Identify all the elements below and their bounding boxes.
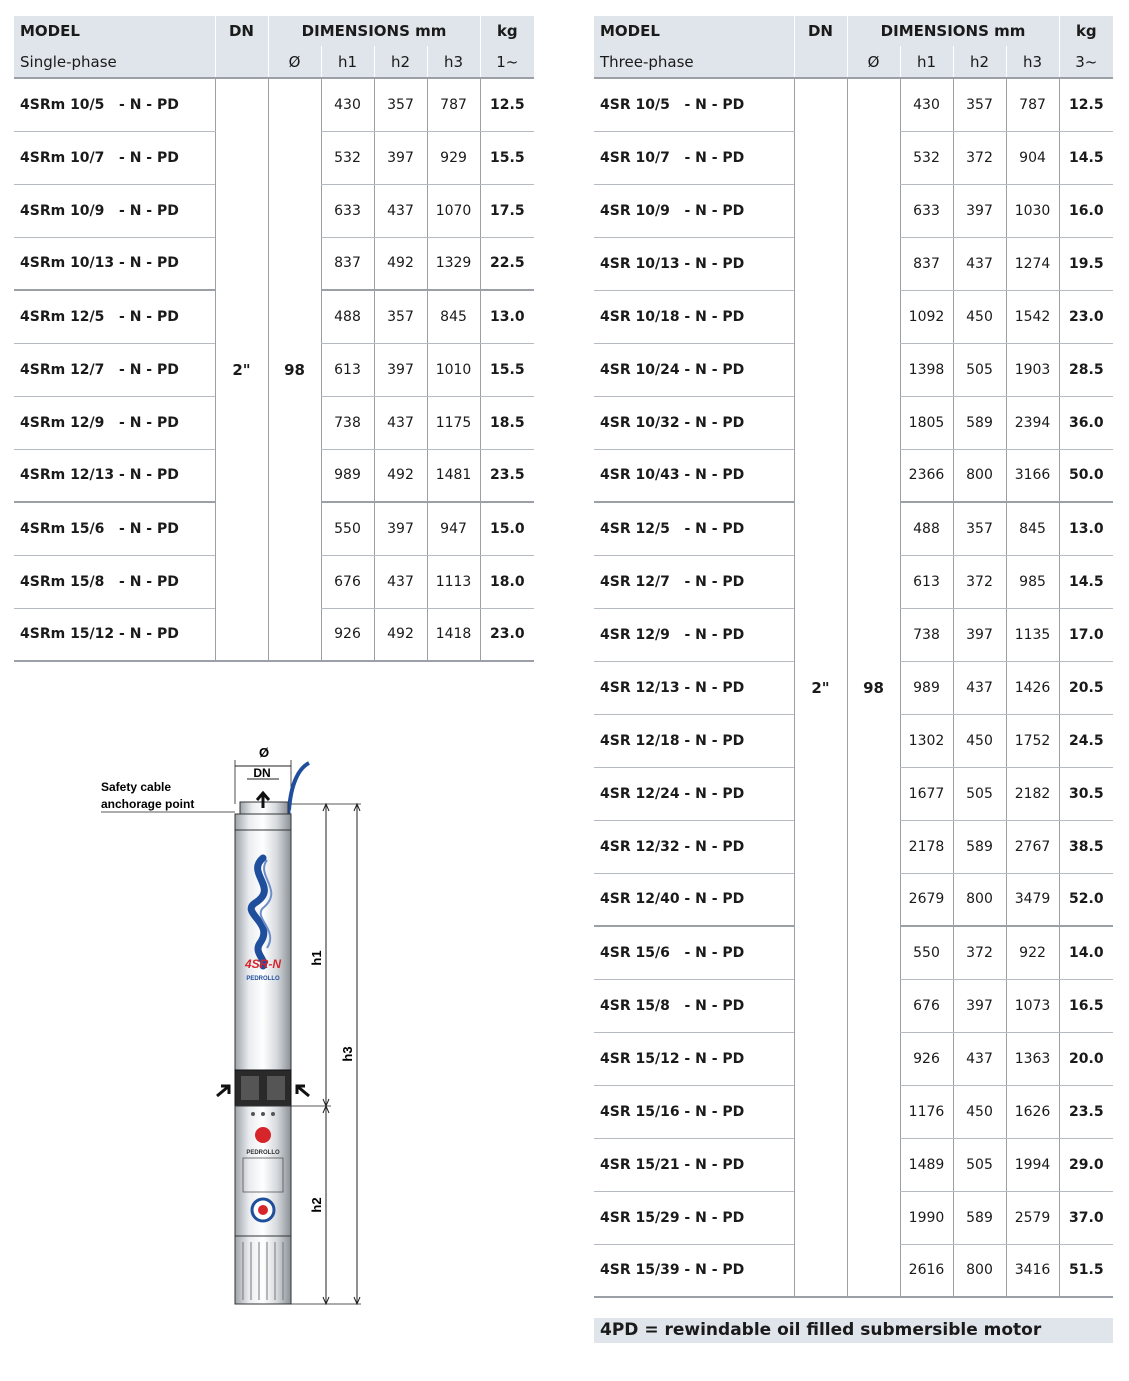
h2-cell: 397 (374, 502, 427, 555)
diameter-cell: 98 (268, 78, 321, 661)
h3-cell: 904 (1006, 131, 1059, 184)
model-cell: 4SR 12/9 - N - PD (594, 608, 794, 661)
header-h1: h1 (900, 46, 953, 78)
h1-cell: 1805 (900, 396, 953, 449)
intake-arrow-right-icon (297, 1086, 309, 1096)
h1-cell: 532 (900, 131, 953, 184)
kg-cell: 51.5 (1059, 1244, 1113, 1297)
model-cell: 4SR 12/5 - N - PD (594, 502, 794, 555)
kg-cell: 36.0 (1059, 396, 1113, 449)
h2-cell: 450 (953, 290, 1006, 343)
h2-cell: 492 (374, 449, 427, 502)
model-cell: 4SR 15/6 - N - PD (594, 926, 794, 979)
h3-cell: 3166 (1006, 449, 1059, 502)
h1-cell: 926 (321, 608, 374, 661)
h1-cell: 837 (321, 237, 374, 290)
h1-cell: 1092 (900, 290, 953, 343)
header-kg: kg (480, 16, 534, 46)
h2-cell: 450 (953, 1085, 1006, 1138)
motor-logo-label: PEDROLLO (246, 1150, 280, 1156)
kg-cell: 15.0 (480, 502, 534, 555)
header-dimensions: DIMENSIONS mm (268, 16, 480, 46)
logo-label: PEDROLLO (246, 976, 280, 982)
kg-cell: 19.5 (1059, 237, 1113, 290)
header-kg-unit: 1~ (480, 46, 534, 78)
motor-logo-icon (255, 1127, 271, 1143)
h1-cell: 532 (321, 131, 374, 184)
kg-cell: 17.0 (1059, 608, 1113, 661)
h3-cell: 2182 (1006, 767, 1059, 820)
h2-cell: 589 (953, 820, 1006, 873)
kg-cell: 30.5 (1059, 767, 1113, 820)
h3-cell: 2579 (1006, 1191, 1059, 1244)
h3-cell: 1329 (427, 237, 480, 290)
h1-cell: 2616 (900, 1244, 953, 1297)
h3-cell: 1542 (1006, 290, 1059, 343)
header-dn-blank (215, 46, 268, 78)
model-cell: 4SR 15/12 - N - PD (594, 1032, 794, 1085)
header-dn: DN (794, 16, 847, 46)
brand-label: 4SR-N (244, 957, 282, 971)
h3-cell: 845 (427, 290, 480, 343)
h1-cell: 550 (321, 502, 374, 555)
h2-cell: 800 (953, 1244, 1006, 1297)
model-cell: 4SR 12/18 - N - PD (594, 714, 794, 767)
h1-cell: 1302 (900, 714, 953, 767)
h1-cell: 633 (900, 184, 953, 237)
dn-cell: 2" (215, 78, 268, 661)
header-phase: Three-phase (594, 46, 794, 78)
model-cell: 4SRm 15/8 - N - PD (14, 555, 215, 608)
model-cell: 4SRm 10/9 - N - PD (14, 184, 215, 237)
kg-cell: 12.5 (1059, 78, 1113, 131)
h3-cell: 787 (427, 78, 480, 131)
h3-cell: 1113 (427, 555, 480, 608)
dn-cell: 2" (794, 78, 847, 1297)
screw-3 (271, 1112, 275, 1116)
kg-cell: 23.0 (1059, 290, 1113, 343)
h3-cell: 3416 (1006, 1244, 1059, 1297)
kg-cell: 18.5 (480, 396, 534, 449)
h2-cell: 437 (374, 555, 427, 608)
h2-cell: 372 (953, 555, 1006, 608)
h3-cell: 1481 (427, 449, 480, 502)
kg-cell: 12.5 (480, 78, 534, 131)
kg-cell: 50.0 (1059, 449, 1113, 502)
h1-cell: 738 (900, 608, 953, 661)
h3-cell: 2394 (1006, 396, 1059, 449)
h1-cell: 430 (900, 78, 953, 131)
kg-cell: 16.0 (1059, 184, 1113, 237)
h2-cell: 505 (953, 1138, 1006, 1191)
h2-cell: 589 (953, 396, 1006, 449)
h1-cell: 2366 (900, 449, 953, 502)
h2-cell: 800 (953, 449, 1006, 502)
kg-cell: 20.0 (1059, 1032, 1113, 1085)
dn-label: DN (253, 766, 271, 780)
header-dn-blank (794, 46, 847, 78)
header-phase: Single-phase (14, 46, 215, 78)
h3-cell: 1363 (1006, 1032, 1059, 1085)
h1-cell: 1398 (900, 343, 953, 396)
kg-cell: 52.0 (1059, 873, 1113, 926)
screw-1 (251, 1112, 255, 1116)
pump-head (235, 814, 291, 830)
kg-cell: 28.5 (1059, 343, 1113, 396)
kg-cell: 16.5 (1059, 979, 1113, 1032)
intake-slot-right (267, 1076, 285, 1100)
model-cell: 4SR 10/43 - N - PD (594, 449, 794, 502)
power-cable (289, 763, 309, 810)
header-h2: h2 (374, 46, 427, 78)
h1-cell: 613 (321, 343, 374, 396)
h2-cell: 437 (374, 184, 427, 237)
header-model: MODEL (594, 16, 794, 46)
h2-cell: 397 (953, 184, 1006, 237)
h2-cell: 589 (953, 1191, 1006, 1244)
h1-cell: 488 (900, 502, 953, 555)
h2-cell: 372 (953, 926, 1006, 979)
model-cell: 4SR 10/13 - N - PD (594, 237, 794, 290)
h3-cell: 1752 (1006, 714, 1059, 767)
kg-cell: 23.0 (480, 608, 534, 661)
h1-cell: 1489 (900, 1138, 953, 1191)
model-cell: 4SR 15/16 - N - PD (594, 1085, 794, 1138)
h2-cell: 437 (953, 661, 1006, 714)
h2-cell: 437 (953, 237, 1006, 290)
h3-cell: 1903 (1006, 343, 1059, 396)
model-cell: 4SR 10/9 - N - PD (594, 184, 794, 237)
single-phase-table (14, 16, 534, 662)
kg-cell: 29.0 (1059, 1138, 1113, 1191)
model-cell: 4SRm 12/13 - N - PD (14, 449, 215, 502)
model-cell: 4SR 10/18 - N - PD (594, 290, 794, 343)
kg-cell: 15.5 (480, 343, 534, 396)
model-cell: 4SR 10/32 - N - PD (594, 396, 794, 449)
h1-cell: 2178 (900, 820, 953, 873)
header-h1: h1 (321, 46, 374, 78)
kg-cell: 15.5 (480, 131, 534, 184)
h1-cell: 926 (900, 1032, 953, 1085)
h1-cell: 1990 (900, 1191, 953, 1244)
kg-cell: 20.5 (1059, 661, 1113, 714)
anchorage-point-label: anchorage point (101, 797, 195, 811)
pump-dimension-diagram (95, 738, 385, 1313)
kg-cell: 14.0 (1059, 926, 1113, 979)
model-cell: 4SRm 12/7 - N - PD (14, 343, 215, 396)
h2-label: h2 (309, 1197, 324, 1213)
h2-cell: 505 (953, 343, 1006, 396)
model-cell: 4SRm 12/9 - N - PD (14, 396, 215, 449)
model-cell: 4SRm 12/5 - N - PD (14, 290, 215, 343)
h2-cell: 357 (374, 78, 427, 131)
h2-cell: 800 (953, 873, 1006, 926)
h3-cell: 1030 (1006, 184, 1059, 237)
h3-cell: 1010 (427, 343, 480, 396)
model-cell: 4SR 10/7 - N - PD (594, 131, 794, 184)
h3-cell: 845 (1006, 502, 1059, 555)
h3-cell: 1626 (1006, 1085, 1059, 1138)
model-cell: 4SR 10/24 - N - PD (594, 343, 794, 396)
model-cell: 4SR 12/7 - N - PD (594, 555, 794, 608)
header-diameter: Ø (268, 46, 321, 78)
three-phase-table (594, 16, 1113, 1298)
h3-cell: 1426 (1006, 661, 1059, 714)
model-cell: 4SR 12/40 - N - PD (594, 873, 794, 926)
kg-cell: 18.0 (480, 555, 534, 608)
h3-cell: 2767 (1006, 820, 1059, 873)
h1-cell: 2679 (900, 873, 953, 926)
h1-cell: 676 (321, 555, 374, 608)
model-cell: 4SR 15/29 - N - PD (594, 1191, 794, 1244)
table-row (14, 78, 534, 131)
model-cell: 4SR 12/13 - N - PD (594, 661, 794, 714)
header-model: MODEL (14, 16, 215, 46)
kg-cell: 24.5 (1059, 714, 1113, 767)
kg-cell: 14.5 (1059, 555, 1113, 608)
h3-cell: 929 (427, 131, 480, 184)
model-cell: 4SRm 10/5 - N - PD (14, 78, 215, 131)
model-cell: 4SR 15/21 - N - PD (594, 1138, 794, 1191)
header-h3: h3 (1006, 46, 1059, 78)
h1-cell: 989 (321, 449, 374, 502)
h2-cell: 357 (953, 78, 1006, 131)
h1-cell: 633 (321, 184, 374, 237)
h1-cell: 550 (900, 926, 953, 979)
h1-cell: 1677 (900, 767, 953, 820)
header-h3: h3 (427, 46, 480, 78)
h2-cell: 450 (953, 714, 1006, 767)
safety-cable-label: Safety cable (101, 780, 172, 794)
h2-cell: 357 (374, 290, 427, 343)
h1-cell: 676 (900, 979, 953, 1032)
kg-cell: 38.5 (1059, 820, 1113, 873)
kg-cell: 17.5 (480, 184, 534, 237)
h2-cell: 397 (953, 979, 1006, 1032)
header-dimensions: DIMENSIONS mm (847, 16, 1059, 46)
table-row (594, 78, 1113, 131)
model-cell: 4SR 12/24 - N - PD (594, 767, 794, 820)
model-cell: 4SRm 15/12 - N - PD (14, 608, 215, 661)
h3-cell: 1135 (1006, 608, 1059, 661)
h1-cell: 430 (321, 78, 374, 131)
diameter-label: Ø (258, 745, 270, 760)
h3-cell: 922 (1006, 926, 1059, 979)
model-cell: 4SRm 15/6 - N - PD (14, 502, 215, 555)
motor-badge-center (258, 1205, 268, 1215)
kg-cell: 37.0 (1059, 1191, 1113, 1244)
h2-cell: 357 (953, 502, 1006, 555)
h2-cell: 492 (374, 237, 427, 290)
h2-cell: 397 (374, 343, 427, 396)
h3-cell: 1994 (1006, 1138, 1059, 1191)
h3-cell: 1070 (427, 184, 480, 237)
h2-cell: 505 (953, 767, 1006, 820)
h3-cell: 3479 (1006, 873, 1059, 926)
diameter-cell: 98 (847, 78, 900, 1297)
h1-label: h1 (309, 950, 324, 966)
model-cell: 4SR 12/32 - N - PD (594, 820, 794, 873)
h3-cell: 1175 (427, 396, 480, 449)
h2-cell: 492 (374, 608, 427, 661)
model-cell: 4SR 15/39 - N - PD (594, 1244, 794, 1297)
kg-cell: 22.5 (480, 237, 534, 290)
kg-cell: 13.0 (1059, 502, 1113, 555)
h1-cell: 738 (321, 396, 374, 449)
header-kg-unit: 3~ (1059, 46, 1113, 78)
h2-cell: 397 (374, 131, 427, 184)
kg-cell: 23.5 (480, 449, 534, 502)
intake-arrow-left-icon (217, 1086, 229, 1096)
model-cell: 4SR 10/5 - N - PD (594, 78, 794, 131)
h3-label: h3 (340, 1046, 355, 1062)
h3-cell: 1274 (1006, 237, 1059, 290)
model-cell: 4SRm 10/7 - N - PD (14, 131, 215, 184)
h2-cell: 372 (953, 131, 1006, 184)
header-diameter: Ø (847, 46, 900, 78)
h3-cell: 985 (1006, 555, 1059, 608)
h2-cell: 397 (953, 608, 1006, 661)
header-dn: DN (215, 16, 268, 46)
h2-cell: 437 (374, 396, 427, 449)
motor-note: 4PD = rewindable oil filled submersible motor (594, 1318, 1113, 1343)
h1-cell: 1176 (900, 1085, 953, 1138)
h3-cell: 787 (1006, 78, 1059, 131)
h3-cell: 947 (427, 502, 480, 555)
h3-cell: 1418 (427, 608, 480, 661)
model-cell: 4SRm 10/13 - N - PD (14, 237, 215, 290)
kg-cell: 23.5 (1059, 1085, 1113, 1138)
header-kg: kg (1059, 16, 1113, 46)
screw-2 (261, 1112, 265, 1116)
kg-cell: 14.5 (1059, 131, 1113, 184)
h3-cell: 1073 (1006, 979, 1059, 1032)
h1-cell: 613 (900, 555, 953, 608)
pump-body (235, 830, 291, 1070)
intake-slot-left (241, 1076, 259, 1100)
h1-cell: 989 (900, 661, 953, 714)
header-h2: h2 (953, 46, 1006, 78)
h2-cell: 437 (953, 1032, 1006, 1085)
h1-cell: 488 (321, 290, 374, 343)
kg-cell: 13.0 (480, 290, 534, 343)
h1-cell: 837 (900, 237, 953, 290)
model-cell: 4SR 15/8 - N - PD (594, 979, 794, 1032)
